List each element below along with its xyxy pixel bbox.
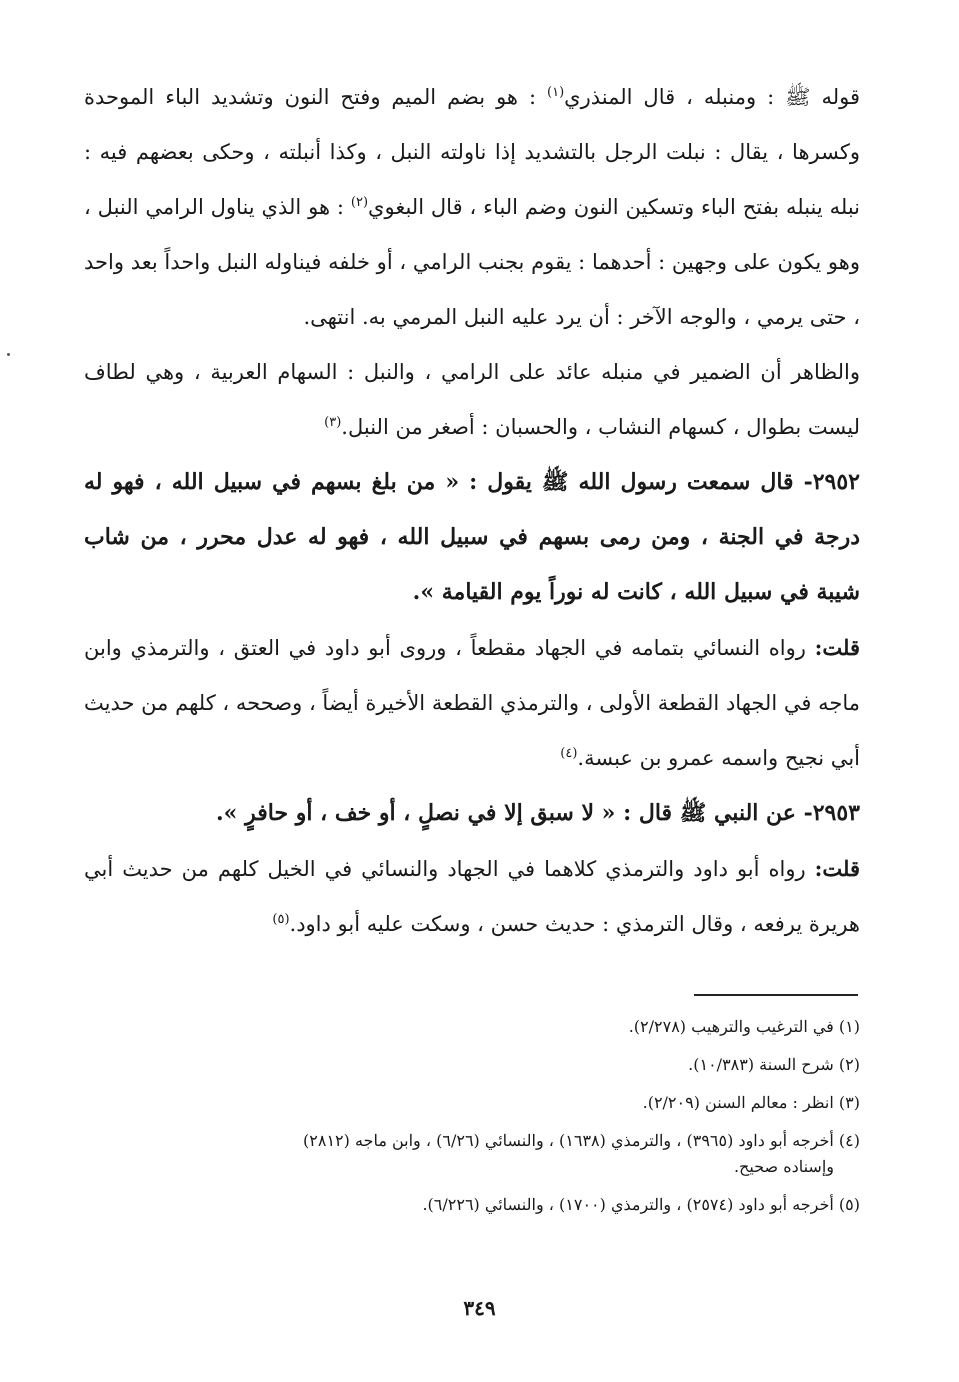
qultu-label: قلت: [814, 635, 860, 660]
footnote-ref-2: (٢) [350, 195, 369, 210]
footnote-4 [84, 1128, 860, 1180]
footnote-ref-1: (١) [547, 85, 565, 100]
footnote-ref-4: (٤) [560, 746, 578, 761]
footnote-ref-3: (٣) [324, 415, 342, 430]
hadith-2953-text: ٢٩٥٣- عن النبي ﷺ قال : « لا سبق إلا في نصلٍ ، أو خف ، أو حافرٍ ». [216, 800, 860, 826]
commentary-text-2: والظاهر أن الضمير في منبله عائد على الرامي ، والنبل : السهام العربية ، وهي لطاف ليست بطوال ، كسهام النشاب ، والحسبان : أصغر من النبل. [84, 360, 860, 439]
commentary-text-1c: : هو الذي يناول الرامي النبل ، وهو يكون على وجهين : أحدهما : يقوم بجنب الرامي ، أو خلفه فيناوله النبل واحداً بعد واحد ، حتى يرمي ، والوجه الآخر : أن يرد عليه النبل المرمي به. انتهى. [84, 195, 860, 329]
commentary-paragraph-2 [84, 345, 860, 455]
footnote-divider [694, 994, 858, 996]
qultu-label: قلت: [814, 856, 860, 881]
footnote-3: (٣) انظر : معالم السنن (٢/٢٠٩). [642, 1093, 860, 1112]
note-2952-text: رواه النسائي بتمامه في الجهاد مقطعاً ، وروى أبو داود في العتق ، والترمذي وابن ماجه في الجهاد القطعة الأولى ، والترمذي القطعة الأخيرة أيضاً ، وصححه ، كلهم من حديث أبي نجيح واسمه عمرو بن عبسة. [84, 636, 860, 770]
hadith-2953 [84, 786, 860, 841]
note-2953-text: رواه أبو داود والترمذي كلاهما في الجهاد والنسائي في الخيل كلهم من حديث أبي هريرة يرفعه ، وقال الترمذي : حديث حسن ، وسكت عليه أبو داود. [84, 857, 860, 936]
page-number: ٣٤٩ [463, 1296, 496, 1320]
commentary-text-1a: قوله ﷺ : ومنبله ، قال المنذري [564, 85, 860, 109]
footnote-4-continuation: وإسناده صحيح. [733, 1157, 834, 1176]
commentary-paragraph-1 [84, 70, 860, 345]
footnote-4-text: (٤) أخرجه أبو داود (٣٩٦٥) ، والترمذي (١٦٣٨) ، والنسائي (٦/٢٦) ، وابن ماجه (٢٨١٢) [303, 1131, 860, 1150]
footnote-ref-5: (٥) [272, 912, 290, 927]
note-2952 [84, 620, 860, 786]
main-text [84, 70, 860, 952]
commentary-text-1b: : هو بضم الميم وفتح النون وتشديد الباء الموحدة وكسرها ، يقال : نبلت الرجل بالتشديد إذا ناولته النبل ، وكذا أنبلته ، وحكى بعضهم فيه : نبله ينبله بفتح الباء وتسكين النون وضم الباء ، قال البغوي [84, 85, 860, 219]
footnote-2: (٢) شرح السنة (١٠/٣٨٣). [688, 1055, 860, 1074]
scan-speck [7, 353, 10, 356]
footnote-1: (١) في الترغيب والترهيب (٢/٢٧٨). [628, 1017, 860, 1036]
footnote-5: (٥) أخرجه أبو داود (٢٥٧٤) ، والترمذي (١٧٠٠) ، والنسائي (٦/٢٢٦). [422, 1195, 860, 1214]
note-2953 [84, 841, 860, 952]
footnotes [84, 1014, 860, 1230]
hadith-2952 [84, 455, 860, 620]
hadith-2952-text: ٢٩٥٢- قال سمعت رسول الله ﷺ يقول : « من بلغ بسهم في سبيل الله ، فهو له درجة في الجنة ، ومن رمى بسهم في سبيل الله ، فهو له عدل محرر ، من شاب شيبة في سبيل الله ، كانت له نوراً يوم القيامة ». [84, 469, 860, 605]
